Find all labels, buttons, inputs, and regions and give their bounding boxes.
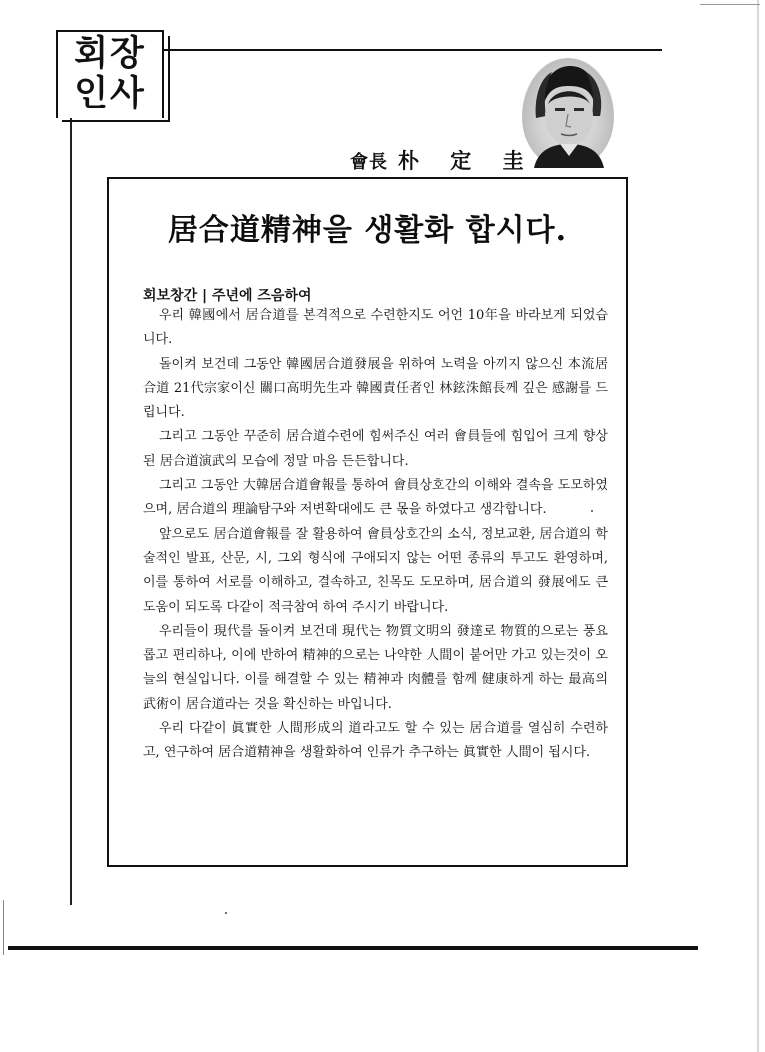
article-headline: 居合道精神을 생활화 합시다.: [167, 213, 568, 248]
paragraph: 돌이켜 보건데 그동안 韓國居合道發展을 위하여 노력을 아끼지 않으신 本流居合道 21代宗家이신 關口高明先生과 韓國責任者인 林鉉洙館長께 깊은 感謝를 드립니다.: [143, 356, 608, 421]
author-byline: [350, 145, 536, 175]
paragraph: 우리들이 現代를 돌이켜 보건데 現代는 物質文明의 發達로 物質的으로는 풍요롭고 편리하나, 이에 반하여 精神的으로는 나약한 人間이 붙어만 가고 있는것이 오늘의 현실입니다. 이를 해결할 수 있는 精神과 肉體를 함께 健康하게 하는 最高의 武術이 居合道라는 것을 확신하는 바입니다.: [143, 623, 608, 712]
author-name: 朴 定 圭: [398, 148, 536, 173]
paragraph: 그리고 그동안 꾸준히 居合道수련에 힘써주신 여러 會員들에 힘입어 크게 향상된 居合道演武의 모습에 정말 마음 든든합니다.: [143, 429, 608, 469]
article-subheading: 회보창간 | 주년에 즈음하여: [143, 288, 312, 304]
article-body: [143, 304, 608, 766]
scan-edge-right: [757, 0, 759, 1052]
header-horizontal-rule: [164, 49, 662, 51]
scan-edge-top: [700, 4, 760, 5]
section-title-line-2: 인사: [74, 74, 146, 114]
portrait-illustration: [522, 58, 614, 168]
scan-edge-left: [3, 900, 4, 955]
section-title: [56, 32, 164, 116]
scan-speck: [591, 510, 593, 512]
author-role: 會長: [350, 152, 388, 173]
section-title-line-1: 회장: [74, 34, 146, 74]
scan-speck: [225, 912, 227, 914]
footer-rule: [8, 946, 698, 950]
paragraph: 우리 다같이 眞實한 人間形成의 道라고도 할 수 있는 居合道를 열심히 수련하고, 연구하여 居合道精神을 생활화하여 인류가 추구하는 眞實한 人間이 됩시다.: [143, 721, 608, 761]
left-vertical-rule: [70, 115, 72, 905]
paragraph: 앞으로도 居合道會報를 잘 활용하여 會員상호간의 소식, 정보교환, 居合道의 학술적인 발표, 산문, 시, 그외 형식에 구애되지 않는 어떤 종류의 투고도 환영하며, 이를 통하여 서로를 이해하고, 결속하고, 친목도 도모하며, 居合道의 發展에도 큰 도움이 되도록 다같이 적극참여 하여 주시기 바랍니다.: [143, 526, 608, 615]
paragraph: 우리 韓國에서 居合道를 본격적으로 수련한지도 어언 10年을 바라보게 되었습니다.: [143, 308, 608, 348]
author-portrait: [522, 58, 614, 168]
paragraph: 그리고 그동안 大韓居合道會報를 통하여 會員상호간의 이해와 결속을 도모하였으며, 居合道의 理論탐구와 저변확대에도 큰 몫을 하였다고 생각합니다.: [143, 478, 608, 518]
